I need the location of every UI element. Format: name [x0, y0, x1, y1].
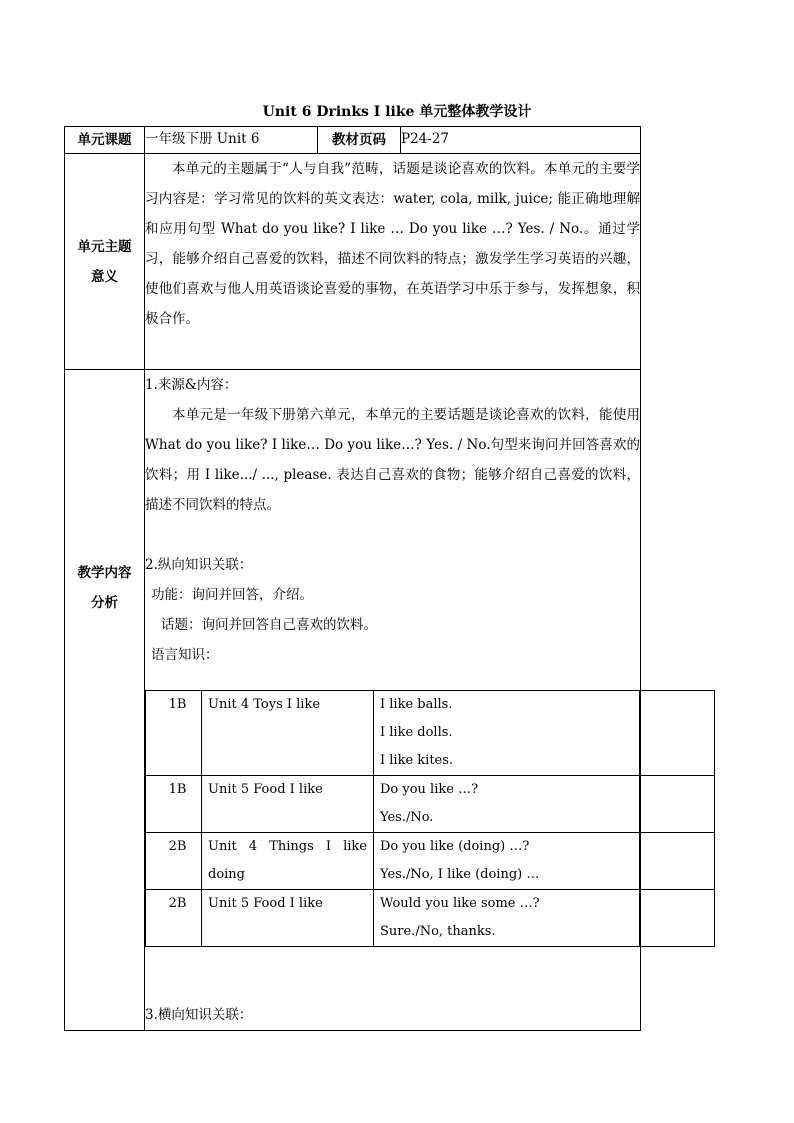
unit-topic-row — [65, 127, 641, 154]
horizontal-heading: 3.横向知识关联： — [145, 1007, 253, 1023]
sentence: Sure./No, thanks. — [380, 924, 496, 939]
topic-line: 话题：询问并回答自己喜欢的饮料。 — [161, 617, 377, 633]
theme-label — [65, 154, 145, 370]
sentence: I like dolls. — [380, 725, 453, 740]
table-row — [146, 890, 715, 947]
sentence: Do you like …? — [380, 782, 479, 797]
content-analysis-label — [65, 370, 145, 1031]
theme-content — [145, 154, 641, 370]
unit-cell: Unit 4 Toys I like — [202, 691, 374, 776]
level-cell: 2B — [146, 890, 202, 947]
language-line: 语言知识： — [151, 647, 219, 663]
function-line: 功能：询问并回答，介绍。 — [151, 587, 313, 603]
extra-cell — [640, 776, 715, 833]
table-row — [146, 776, 715, 833]
sentence: Yes./No, I like (doing) … — [380, 867, 540, 882]
unit-topic-value: 一年级下册 Unit 6 — [145, 127, 318, 154]
document-title: Unit 6 Drinks I like 单元整体教学设计 — [262, 104, 532, 120]
sentences-cell — [374, 890, 640, 947]
extra-cell — [640, 890, 715, 947]
vertical-heading: 2.纵向知识关联： — [145, 557, 253, 573]
extra-cell — [640, 691, 715, 776]
theme-row — [65, 154, 641, 370]
unit-topic-label: 单元课题 — [65, 127, 145, 154]
theme-label-line2: 意义 — [91, 268, 118, 285]
content-analysis-label-line2: 分析 — [91, 595, 118, 611]
level-cell: 2B — [146, 833, 202, 890]
table-row — [146, 691, 715, 776]
unit-cell: Unit 5 Food I like — [202, 890, 374, 947]
theme-label-line1: 单元主题 — [77, 238, 132, 255]
content-analysis-label-line1: 教学内容 — [77, 565, 132, 581]
extra-cell — [640, 833, 715, 890]
pages-value: P24-27 — [401, 127, 641, 154]
sentence: Would you like some …? — [380, 896, 540, 911]
knowledge-table — [145, 690, 715, 947]
level-cell: 1B — [146, 776, 202, 833]
sentences-cell — [374, 691, 640, 776]
table-row — [146, 833, 715, 890]
unit-cell: Unit 4 Things I like doing — [202, 833, 374, 890]
pages-label: 教材页码 — [318, 127, 401, 154]
sentence: I like balls. — [380, 697, 453, 712]
sentence: Yes./No. — [380, 810, 434, 825]
sentences-cell — [374, 833, 640, 890]
sentence: Do you like (doing) …? — [380, 839, 530, 854]
level-cell: 1B — [146, 691, 202, 776]
source-heading: 1.来源&内容： — [145, 377, 238, 393]
sentences-cell — [374, 776, 640, 833]
theme-text: 本单元的主题属于“人与自我”范畴，话题是谈论喜欢的饮料。本单元的主要学习内容是：学习常见的饮料的英文表达：water, cola, milk, juice; 能正确地理解和应用句型 What do you like? I like … Do you like …? Yes. / No.。通过学习，能够介绍自己喜爱的饮料，描述不同饮料的特点；激发学生学习英语的兴趣，使他们喜欢与他人用英语谈论喜爱的事物，在英语学习中乐于参与，发挥想象，积极合作。 — [145, 161, 640, 327]
source-text: 本单元是一年级下册第六单元，本单元的主要话题是谈论喜欢的饮料，能使用 What do you like? I like… Do you like…? Yes. / No.句型来询问并回答喜欢的饮料；用 I like.../ ..., please. 表达自己喜欢的食物；能够介绍自己喜爱的饮料，描述不同饮料的特点。 — [145, 407, 640, 513]
sentence: I like kites. — [380, 753, 454, 768]
unit-cell: Unit 5 Food I like — [202, 776, 374, 833]
